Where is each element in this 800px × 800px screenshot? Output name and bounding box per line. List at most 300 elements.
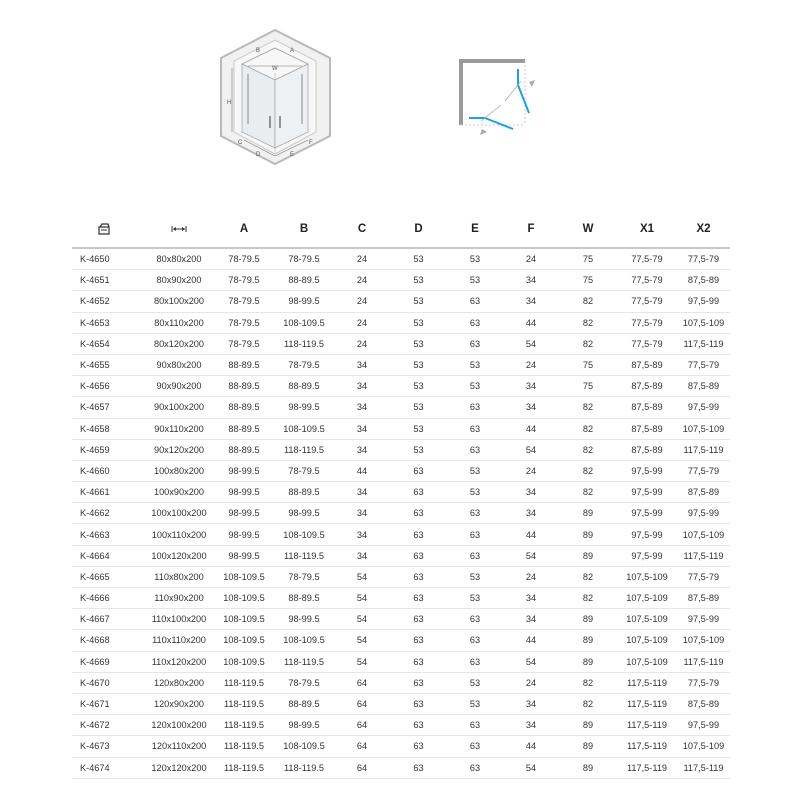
cell-dimensions: 100x100x200	[144, 503, 214, 524]
cell-e: 53	[447, 270, 503, 291]
dim-label-b: B	[256, 48, 261, 54]
cell-x2: 77,5-79	[677, 248, 730, 270]
cell-d: 63	[390, 715, 447, 736]
cell-e: 63	[447, 736, 503, 757]
cell-x1: 97,5-99	[617, 482, 677, 503]
cell-d: 63	[390, 630, 447, 651]
cell-a: 98-99.5	[214, 460, 274, 481]
cell-w: 89	[559, 609, 617, 630]
cell-b: 78-79.5	[274, 248, 334, 270]
cell-product-code: K-4657	[72, 397, 144, 418]
cell-w: 82	[559, 418, 617, 439]
cell-e: 63	[447, 397, 503, 418]
cell-f: 44	[503, 312, 559, 333]
cell-f: 44	[503, 524, 559, 545]
header-b: B	[274, 211, 334, 248]
cell-c: 24	[334, 291, 390, 312]
cell-product-code: K-4656	[72, 376, 144, 397]
header-x2: X2	[677, 211, 730, 248]
table-row	[72, 545, 730, 566]
cell-product-code: K-4665	[72, 566, 144, 587]
header-a: A	[214, 211, 274, 248]
cell-product-code: K-4662	[72, 503, 144, 524]
cell-e: 63	[447, 312, 503, 333]
cell-w: 82	[559, 333, 617, 354]
cell-w: 82	[559, 482, 617, 503]
cell-x1: 77,5-79	[617, 333, 677, 354]
cell-dimensions: 80x120x200	[144, 333, 214, 354]
dim-label-e: E	[290, 152, 295, 158]
header-dimensions	[144, 211, 214, 248]
product-illustrations	[0, 0, 800, 200]
cell-x2: 107,5-109	[677, 630, 730, 651]
cell-w: 75	[559, 376, 617, 397]
header-d: D	[390, 211, 447, 248]
header-w: W	[559, 211, 617, 248]
cell-a: 88-89.5	[214, 418, 274, 439]
cell-e: 63	[447, 291, 503, 312]
cell-x1: 87,5-89	[617, 397, 677, 418]
cell-dimensions: 110x100x200	[144, 609, 214, 630]
cell-w: 82	[559, 566, 617, 587]
cell-b: 78-79.5	[274, 566, 334, 587]
header-product-code	[72, 211, 144, 248]
cell-x1: 87,5-89	[617, 376, 677, 397]
cell-a: 118-119.5	[214, 736, 274, 757]
cell-c: 54	[334, 588, 390, 609]
cell-b: 78-79.5	[274, 354, 334, 375]
cell-e: 63	[447, 715, 503, 736]
header-e: E	[447, 211, 503, 248]
cell-c: 34	[334, 482, 390, 503]
cell-c: 24	[334, 248, 390, 270]
cell-b: 108-109.5	[274, 312, 334, 333]
cell-e: 53	[447, 376, 503, 397]
cell-x1: 77,5-79	[617, 312, 677, 333]
cell-dimensions: 90x90x200	[144, 376, 214, 397]
cell-x2: 77,5-79	[677, 460, 730, 481]
dim-label-h: H	[227, 100, 232, 106]
cell-x1: 117,5-119	[617, 672, 677, 693]
table-row	[72, 609, 730, 630]
dimensions-table-container	[72, 211, 730, 779]
table-row	[72, 715, 730, 736]
cell-a: 88-89.5	[214, 376, 274, 397]
cell-b: 118-119.5	[274, 333, 334, 354]
cell-d: 53	[390, 376, 447, 397]
cell-b: 108-109.5	[274, 524, 334, 545]
cell-w: 82	[559, 693, 617, 714]
cell-x1: 87,5-89	[617, 418, 677, 439]
cell-dimensions: 80x110x200	[144, 312, 214, 333]
cell-a: 108-109.5	[214, 588, 274, 609]
cell-e: 53	[447, 566, 503, 587]
cell-product-code: K-4674	[72, 757, 144, 778]
cell-product-code: K-4664	[72, 545, 144, 566]
cell-dimensions: 90x100x200	[144, 397, 214, 418]
cell-c: 24	[334, 333, 390, 354]
cell-f: 44	[503, 418, 559, 439]
cell-x2: 87,5-89	[677, 376, 730, 397]
cell-x2: 87,5-89	[677, 693, 730, 714]
cell-c: 34	[334, 545, 390, 566]
table-row	[72, 588, 730, 609]
cell-f: 44	[503, 736, 559, 757]
cell-f: 34	[503, 715, 559, 736]
cell-x1: 117,5-119	[617, 736, 677, 757]
table-row	[72, 248, 730, 270]
cell-x2: 97,5-99	[677, 503, 730, 524]
cell-dimensions: 120x80x200	[144, 672, 214, 693]
table-row	[72, 312, 730, 333]
cell-f: 34	[503, 270, 559, 291]
cell-c: 34	[334, 354, 390, 375]
cell-x2: 77,5-79	[677, 672, 730, 693]
cell-x2: 117,5-119	[677, 545, 730, 566]
cell-d: 63	[390, 566, 447, 587]
dimensions-table	[72, 211, 730, 779]
cell-x2: 107,5-109	[677, 418, 730, 439]
cell-a: 118-119.5	[214, 757, 274, 778]
cell-d: 63	[390, 545, 447, 566]
cell-b: 88-89.5	[274, 482, 334, 503]
cell-x2: 97,5-99	[677, 397, 730, 418]
cell-x2: 77,5-79	[677, 566, 730, 587]
cell-product-code: K-4661	[72, 482, 144, 503]
cell-x1: 87,5-89	[617, 354, 677, 375]
table-row	[72, 651, 730, 672]
cell-x1: 107,5-109	[617, 630, 677, 651]
cell-x1: 97,5-99	[617, 460, 677, 481]
cell-c: 54	[334, 609, 390, 630]
cell-c: 54	[334, 566, 390, 587]
cell-e: 63	[447, 418, 503, 439]
table-row	[72, 566, 730, 587]
cell-x2: 117,5-119	[677, 651, 730, 672]
cell-a: 88-89.5	[214, 439, 274, 460]
cell-b: 98-99.5	[274, 291, 334, 312]
cell-a: 98-99.5	[214, 524, 274, 545]
cell-dimensions: 90x110x200	[144, 418, 214, 439]
cell-d: 53	[390, 248, 447, 270]
cell-product-code: K-4654	[72, 333, 144, 354]
cell-x1: 97,5-99	[617, 503, 677, 524]
cell-b: 88-89.5	[274, 270, 334, 291]
cell-c: 34	[334, 376, 390, 397]
cell-x1: 87,5-89	[617, 439, 677, 460]
cell-c: 64	[334, 736, 390, 757]
cell-dimensions: 80x100x200	[144, 291, 214, 312]
cell-f: 54	[503, 545, 559, 566]
cell-d: 53	[390, 439, 447, 460]
cell-x1: 97,5-99	[617, 524, 677, 545]
header-f: F	[503, 211, 559, 248]
table-row	[72, 439, 730, 460]
cell-product-code: K-4666	[72, 588, 144, 609]
cell-w: 89	[559, 545, 617, 566]
cell-product-code: K-4660	[72, 460, 144, 481]
cell-w: 75	[559, 248, 617, 270]
cell-c: 64	[334, 693, 390, 714]
cell-f: 24	[503, 566, 559, 587]
table-row	[72, 524, 730, 545]
cell-w: 89	[559, 630, 617, 651]
table-row	[72, 376, 730, 397]
cell-b: 108-109.5	[274, 418, 334, 439]
cell-dimensions: 100x80x200	[144, 460, 214, 481]
cell-b: 118-119.5	[274, 757, 334, 778]
cell-w: 89	[559, 757, 617, 778]
cell-a: 98-99.5	[214, 503, 274, 524]
cell-d: 63	[390, 757, 447, 778]
cell-w: 89	[559, 524, 617, 545]
cell-x2: 117,5-119	[677, 439, 730, 460]
cell-f: 34	[503, 376, 559, 397]
cell-b: 88-89.5	[274, 376, 334, 397]
cell-f: 24	[503, 672, 559, 693]
cell-x2: 117,5-119	[677, 757, 730, 778]
table-body	[72, 248, 730, 778]
cell-product-code: K-4671	[72, 693, 144, 714]
cell-c: 34	[334, 439, 390, 460]
dim-label-f: F	[309, 140, 313, 146]
cell-w: 82	[559, 672, 617, 693]
shower-enclosure-isometric-diagram	[218, 28, 333, 168]
product-code-icon	[97, 222, 111, 236]
cell-dimensions: 120x100x200	[144, 715, 214, 736]
cell-x2: 107,5-109	[677, 312, 730, 333]
cell-b: 98-99.5	[274, 609, 334, 630]
dim-label-w: W	[272, 66, 278, 72]
table-row	[72, 693, 730, 714]
cell-c: 64	[334, 715, 390, 736]
cell-x1: 107,5-109	[617, 566, 677, 587]
table-row	[72, 630, 730, 651]
cell-x2: 117,5-119	[677, 333, 730, 354]
table-row	[72, 503, 730, 524]
cell-f: 54	[503, 651, 559, 672]
cell-b: 98-99.5	[274, 715, 334, 736]
cell-product-code: K-4655	[72, 354, 144, 375]
cell-a: 118-119.5	[214, 693, 274, 714]
cell-e: 63	[447, 439, 503, 460]
cell-e: 53	[447, 693, 503, 714]
cell-b: 98-99.5	[274, 503, 334, 524]
cell-e: 63	[447, 545, 503, 566]
cell-x1: 117,5-119	[617, 715, 677, 736]
table-row	[72, 736, 730, 757]
cell-f: 24	[503, 354, 559, 375]
cell-dimensions: 110x90x200	[144, 588, 214, 609]
cell-a: 108-109.5	[214, 630, 274, 651]
table-row	[72, 270, 730, 291]
dimensions-arrows-icon	[171, 224, 187, 234]
table-header-row	[72, 211, 730, 248]
cell-w: 82	[559, 312, 617, 333]
header-x1: X1	[617, 211, 677, 248]
cell-w: 82	[559, 588, 617, 609]
table-row	[72, 672, 730, 693]
cell-dimensions: 100x90x200	[144, 482, 214, 503]
cell-w: 89	[559, 503, 617, 524]
cell-w: 75	[559, 354, 617, 375]
cell-dimensions: 100x120x200	[144, 545, 214, 566]
cell-w: 89	[559, 651, 617, 672]
cell-e: 63	[447, 651, 503, 672]
table-row	[72, 354, 730, 375]
table-row	[72, 418, 730, 439]
cell-b: 118-119.5	[274, 651, 334, 672]
cell-product-code: K-4658	[72, 418, 144, 439]
cell-x1: 107,5-109	[617, 609, 677, 630]
cell-w: 75	[559, 270, 617, 291]
cell-f: 34	[503, 482, 559, 503]
cell-e: 63	[447, 609, 503, 630]
cell-a: 88-89.5	[214, 354, 274, 375]
cell-b: 118-119.5	[274, 439, 334, 460]
cell-product-code: K-4669	[72, 651, 144, 672]
cell-x1: 97,5-99	[617, 545, 677, 566]
cell-dimensions: 110x80x200	[144, 566, 214, 587]
cell-product-code: K-4659	[72, 439, 144, 460]
cell-a: 108-109.5	[214, 609, 274, 630]
cell-w: 82	[559, 460, 617, 481]
cell-w: 89	[559, 715, 617, 736]
cell-a: 78-79.5	[214, 248, 274, 270]
cell-d: 53	[390, 397, 447, 418]
cell-c: 34	[334, 418, 390, 439]
cell-d: 63	[390, 460, 447, 481]
table-row	[72, 482, 730, 503]
cell-a: 98-99.5	[214, 482, 274, 503]
cell-b: 88-89.5	[274, 693, 334, 714]
shower-top-view-diagram	[455, 55, 550, 155]
cell-x2: 87,5-89	[677, 270, 730, 291]
cell-f: 34	[503, 609, 559, 630]
cell-x2: 107,5-109	[677, 736, 730, 757]
cell-dimensions: 90x80x200	[144, 354, 214, 375]
cell-c: 24	[334, 312, 390, 333]
cell-b: 78-79.5	[274, 672, 334, 693]
dim-label-c: C	[238, 140, 243, 146]
cell-a: 98-99.5	[214, 545, 274, 566]
cell-w: 82	[559, 291, 617, 312]
door-swing-arrow-icon	[529, 80, 535, 87]
cell-d: 53	[390, 291, 447, 312]
cell-c: 34	[334, 503, 390, 524]
cell-x2: 77,5-79	[677, 354, 730, 375]
cell-c: 54	[334, 630, 390, 651]
cell-f: 54	[503, 439, 559, 460]
cell-d: 53	[390, 270, 447, 291]
table-row	[72, 397, 730, 418]
cell-x2: 87,5-89	[677, 482, 730, 503]
table-row	[72, 291, 730, 312]
table-row	[72, 333, 730, 354]
cell-w: 82	[559, 439, 617, 460]
cell-x1: 107,5-109	[617, 651, 677, 672]
cell-dimensions: 110x120x200	[144, 651, 214, 672]
cell-d: 63	[390, 588, 447, 609]
cell-f: 44	[503, 630, 559, 651]
cell-e: 53	[447, 460, 503, 481]
cell-e: 63	[447, 524, 503, 545]
cell-d: 53	[390, 418, 447, 439]
cell-product-code: K-4670	[72, 672, 144, 693]
cell-a: 78-79.5	[214, 333, 274, 354]
cell-a: 118-119.5	[214, 672, 274, 693]
cell-d: 63	[390, 736, 447, 757]
cell-w: 82	[559, 397, 617, 418]
cell-e: 63	[447, 333, 503, 354]
cell-d: 63	[390, 482, 447, 503]
cell-c: 64	[334, 757, 390, 778]
cell-d: 53	[390, 333, 447, 354]
cell-a: 88-89.5	[214, 397, 274, 418]
cell-f: 34	[503, 693, 559, 714]
cell-d: 63	[390, 672, 447, 693]
cell-x1: 77,5-79	[617, 291, 677, 312]
cell-b: 78-79.5	[274, 460, 334, 481]
cell-e: 53	[447, 588, 503, 609]
cell-e: 63	[447, 757, 503, 778]
cell-a: 108-109.5	[214, 651, 274, 672]
cell-a: 78-79.5	[214, 312, 274, 333]
cell-c: 24	[334, 270, 390, 291]
cell-e: 53	[447, 482, 503, 503]
cell-c: 54	[334, 651, 390, 672]
cell-dimensions: 110x110x200	[144, 630, 214, 651]
cell-dimensions: 100x110x200	[144, 524, 214, 545]
cell-e: 53	[447, 354, 503, 375]
cell-b: 108-109.5	[274, 736, 334, 757]
cell-x2: 97,5-99	[677, 291, 730, 312]
cell-c: 64	[334, 672, 390, 693]
cell-d: 53	[390, 312, 447, 333]
cell-c: 34	[334, 397, 390, 418]
cell-f: 34	[503, 588, 559, 609]
cell-f: 54	[503, 757, 559, 778]
cell-product-code: K-4668	[72, 630, 144, 651]
cell-x2: 97,5-99	[677, 609, 730, 630]
cell-d: 63	[390, 524, 447, 545]
cell-e: 63	[447, 503, 503, 524]
cell-x1: 117,5-119	[617, 757, 677, 778]
cell-f: 24	[503, 248, 559, 270]
cell-b: 118-119.5	[274, 545, 334, 566]
cell-f: 34	[503, 397, 559, 418]
cell-a: 118-119.5	[214, 715, 274, 736]
cell-dimensions: 90x120x200	[144, 439, 214, 460]
cell-f: 54	[503, 333, 559, 354]
cell-x2: 87,5-89	[677, 588, 730, 609]
header-c: C	[334, 211, 390, 248]
cell-d: 63	[390, 503, 447, 524]
cell-e: 53	[447, 248, 503, 270]
cell-f: 34	[503, 503, 559, 524]
cell-dimensions: 80x80x200	[144, 248, 214, 270]
dim-label-d: D	[256, 152, 261, 158]
cell-f: 24	[503, 460, 559, 481]
dim-label-a: A	[290, 48, 295, 54]
table-row	[72, 757, 730, 778]
cell-dimensions: 120x90x200	[144, 693, 214, 714]
cell-a: 78-79.5	[214, 270, 274, 291]
cell-x1: 77,5-79	[617, 270, 677, 291]
cell-x1: 117,5-119	[617, 693, 677, 714]
cell-d: 63	[390, 693, 447, 714]
cell-a: 78-79.5	[214, 291, 274, 312]
